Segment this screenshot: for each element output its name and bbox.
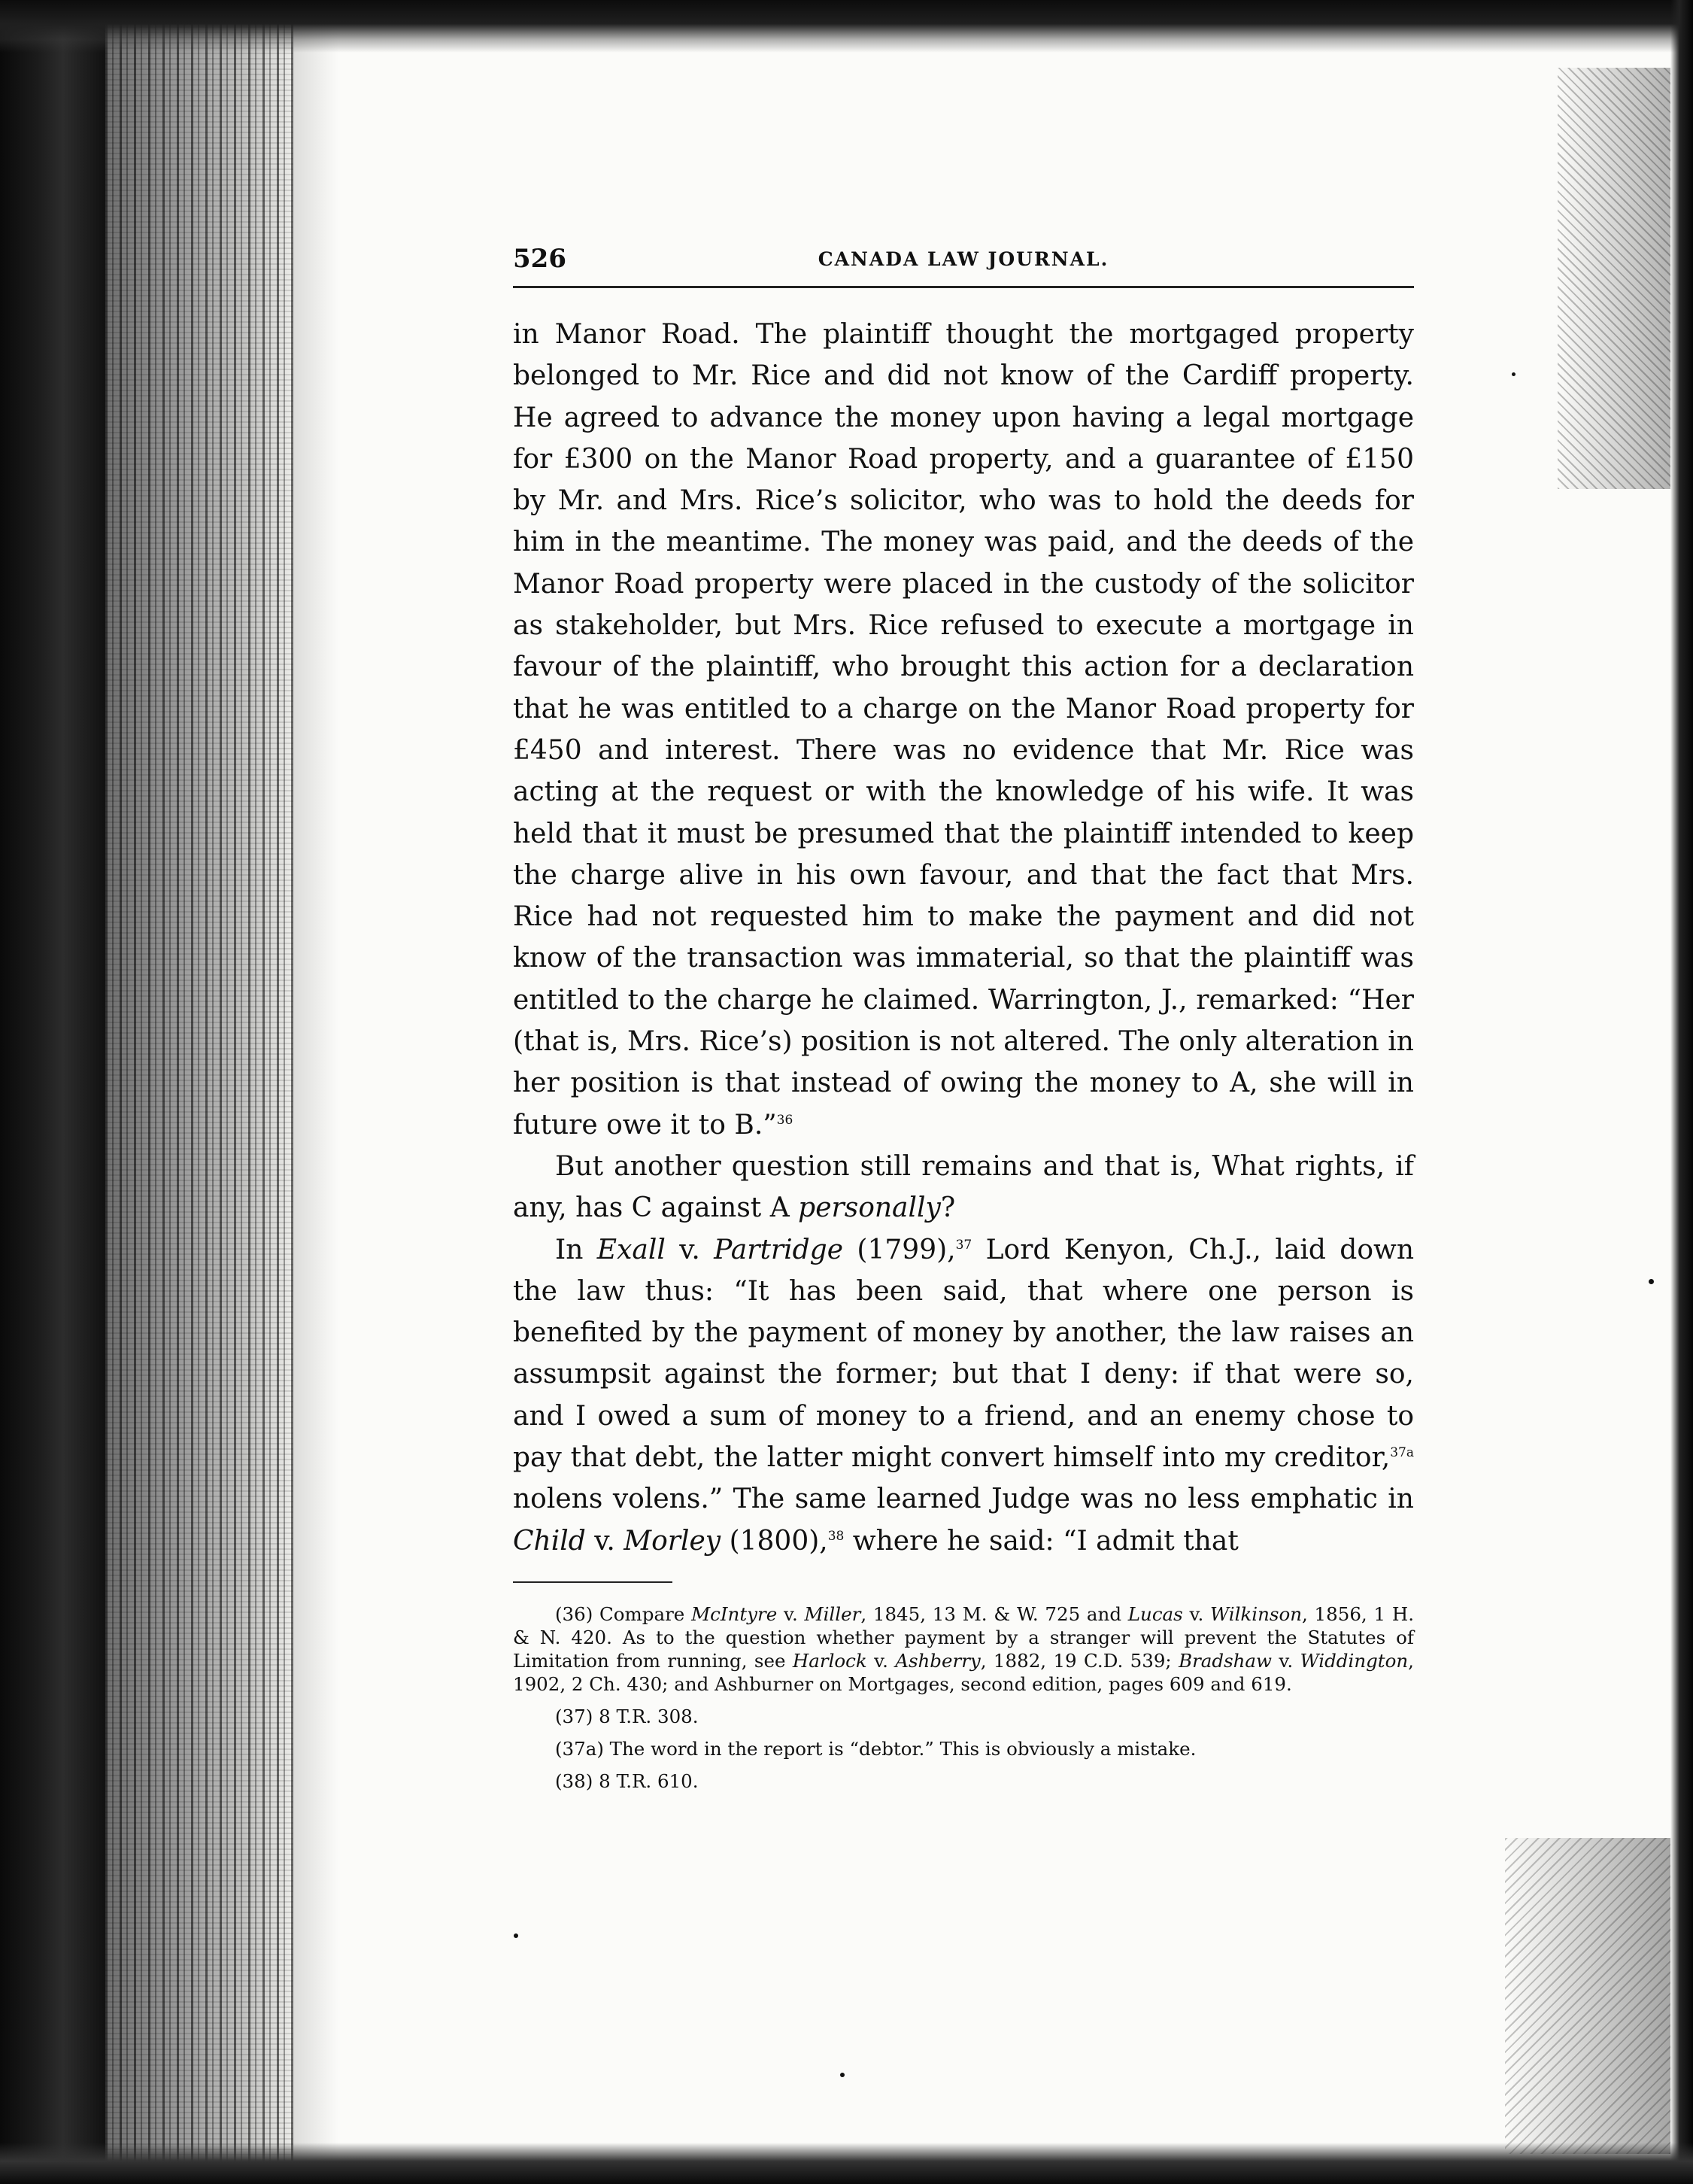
italic-run: personally bbox=[798, 1192, 941, 1224]
italic-run: Harlock bbox=[792, 1649, 867, 1672]
paragraph-2: But another question still remains and that is, What rights, if any, has C against A personally? bbox=[513, 1150, 1414, 1224]
binding-fade bbox=[293, 0, 338, 2184]
italic-run: Bradshaw bbox=[1179, 1649, 1273, 1672]
footnote-marker: 36 bbox=[776, 1112, 793, 1128]
scan-speck bbox=[1649, 1279, 1654, 1284]
footnote-37: (37) 8 T.R. 308. bbox=[555, 1705, 699, 1727]
italic-run: Wilkinson bbox=[1210, 1602, 1302, 1625]
footnote-36: (36) Compare McIntyre v. Miller, 1845, 13 M. & W. 725 and Lucas v. Wilkinson, 1856, 1 H. & N. 420. As to the question whether payment by a stranger will prevent the Statutes of Limitation from running, see Harlock v. Ashberry, 1882, 19 C.D. 539; Bradshaw v. Widdington, 1902, 2 Ch. 430; and Ashburner on Mortgages, second edition, pages 609 and 619. bbox=[513, 1602, 1414, 1695]
italic-run: Widdington bbox=[1300, 1649, 1409, 1672]
book-binding-shadow bbox=[0, 0, 105, 2184]
footnotes bbox=[513, 1602, 1414, 1793]
scan-speck bbox=[840, 2073, 845, 2077]
book-binding-texture bbox=[105, 0, 293, 2184]
bottom-edge-shadow bbox=[0, 2143, 1693, 2184]
italic-run: Child bbox=[513, 1525, 586, 1557]
scan-speck bbox=[514, 1933, 518, 1938]
running-head: CANADA LAW JOURNAL. bbox=[818, 248, 1109, 270]
header-rule bbox=[513, 286, 1414, 288]
footnote-rule bbox=[513, 1581, 672, 1583]
footnote-marker: 37 bbox=[955, 1237, 972, 1253]
italic-run: Lucas bbox=[1127, 1602, 1183, 1625]
top-edge-shadow bbox=[0, 0, 1693, 53]
italic-run: McIntyre bbox=[691, 1602, 778, 1625]
body-text bbox=[513, 314, 1414, 1562]
paragraph-1: in Manor Road. The plaintiff thought the mortgaged property belonged to Mr. Rice and did not know of the Cardiff property. He agreed to advance the money upon having a legal mortgage for £300 on the Manor Road property, and a guarantee of £150 by Mr. and Mrs. Rice’s solicitor, who was to hold the deeds for him in the meantime. The money was paid, and the deeds of the Manor Road property were placed in the custody of the solicitor as stakeholder, but Mrs. Rice refused to execute a mortgage in favour of the plaintiff, who brought this action for a declaration that he was entitled to a charge on the Manor Road property for £450 and interest. There was no evidence that Mr. Rice was acting at the request or with the knowledge of his wife. It was held that it must be presumed that the plaintiff intended to keep the charge alive in his own favour, and that the fact that Mrs. Rice had not requested him to make the payment and did not know of the transaction was immaterial, so that the plaintiff was entitled to the charge he claimed. Warrington, J., remarked: “Her (that is, Mrs. Rice’s) position is not altered. The only alteration in her position is that instead of owing the money to A, she will in future owe it to B.”$^{36}$ bbox=[513, 319, 1414, 1141]
footnote-marker: 38 bbox=[827, 1528, 845, 1544]
page-number: 526 bbox=[513, 244, 566, 274]
page-header bbox=[513, 241, 1414, 280]
footnote-37a: (37a) The word in the report is “debtor.” This is obviously a mistake. bbox=[555, 1737, 1197, 1760]
italic-run: Partridge bbox=[714, 1234, 844, 1265]
italic-run: Exall bbox=[596, 1234, 666, 1265]
italic-run: Miller bbox=[804, 1602, 861, 1625]
scan-speck bbox=[1512, 372, 1516, 376]
italic-run: Ashberry bbox=[895, 1649, 981, 1672]
right-edge-shadow bbox=[1670, 0, 1693, 2184]
right-edge-speckle-bottom bbox=[1505, 1838, 1670, 2154]
italic-run: Morley bbox=[623, 1525, 721, 1557]
right-edge-speckle bbox=[1558, 68, 1670, 489]
paragraph-3: In Exall v. Partridge (1799),$^{37}$ Lord Kenyon, Ch.J., laid down the law thus: “It has been said, that where one person is benefited by the payment of money by another, the law raises an assumpsit against the former; but that I deny: if that were so, and I owed a sum of money to a friend, and an enemy chose to pay that debt, the latter might convert himself into my creditor,$^{37a}$ nolens volens.” The same learned Judge was no less emphatic in Child v. Morley (1800),$^{38}$ where he said: “I admit that bbox=[513, 1234, 1415, 1557]
footnote-38: (38) 8 T.R. 610. bbox=[555, 1769, 699, 1792]
footnote-marker: 37a bbox=[1390, 1445, 1414, 1461]
page-content bbox=[513, 241, 1414, 1802]
